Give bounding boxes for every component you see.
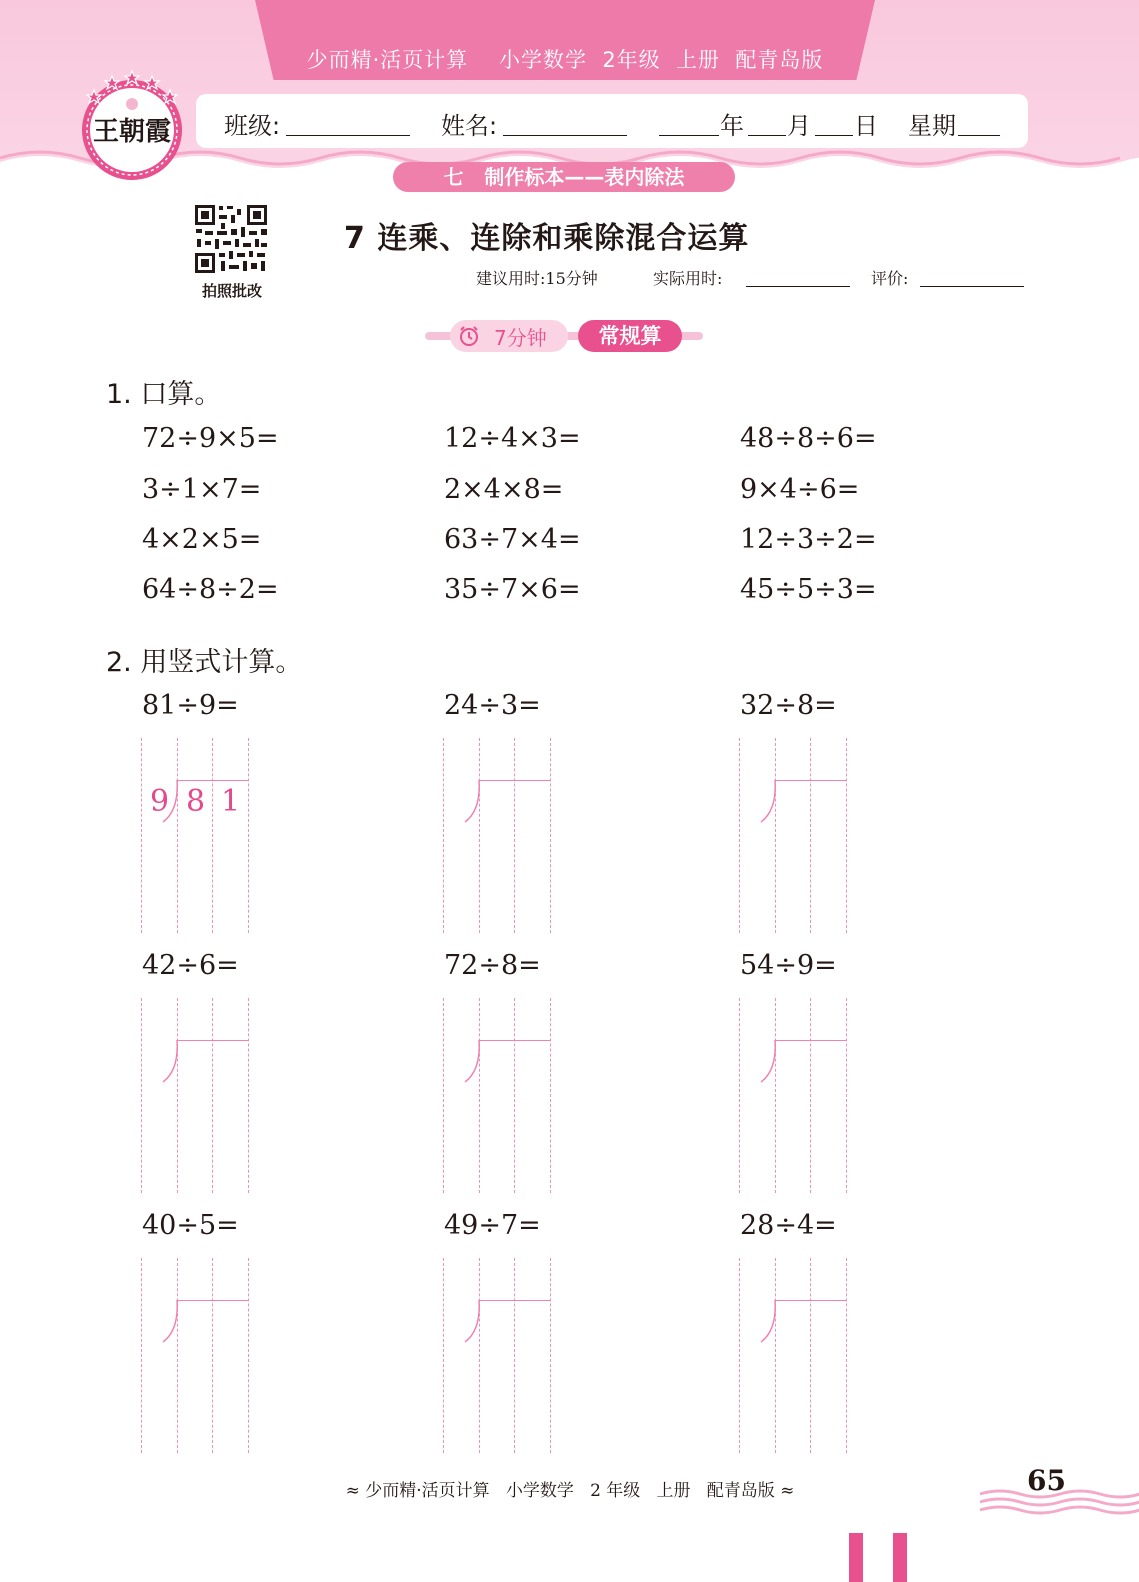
- vertical-problem: 24÷3=: [444, 690, 541, 721]
- month-field[interactable]: [748, 134, 786, 136]
- example-digit: 1: [221, 784, 241, 819]
- corner-mark: [849, 1533, 863, 1582]
- class-label: 班级:: [224, 112, 281, 140]
- rating-label: 评价:: [871, 269, 909, 288]
- corner-mark: [893, 1533, 907, 1582]
- name-label: 姓名:: [441, 112, 498, 140]
- oral-problem: 35÷7×6=: [444, 574, 581, 605]
- example-digit: 8: [186, 784, 206, 819]
- oral-problem: 63÷7×4=: [444, 524, 581, 555]
- page-number: 65: [1027, 1464, 1066, 1497]
- month-label: 月: [787, 112, 811, 140]
- oral-problem: 3÷1×7=: [142, 474, 262, 505]
- logo-text: 王朝霞: [92, 117, 172, 147]
- vertical-calc-grid[interactable]: [739, 1258, 849, 1453]
- vertical-problem: 72÷8=: [444, 950, 541, 981]
- oral-problem: 4×2×5=: [142, 524, 262, 555]
- vertical-problem: 40÷5=: [142, 1210, 239, 1241]
- class-field[interactable]: [286, 134, 410, 136]
- vertical-calc-grid[interactable]: [443, 1258, 553, 1453]
- timer-text: 7分钟: [494, 326, 547, 350]
- section2-title: 2. 用竖式计算。: [106, 647, 303, 678]
- year-field[interactable]: [659, 134, 719, 136]
- qr-code-icon[interactable]: [193, 203, 269, 275]
- vertical-calc-grid[interactable]: [443, 998, 553, 1193]
- oral-problem: 72÷9×5=: [142, 423, 279, 454]
- vertical-calc-grid[interactable]: [739, 998, 849, 1193]
- chapter-banner: 七 制作标本——表内除法: [393, 162, 735, 192]
- vertical-calc-grid[interactable]: [443, 738, 553, 933]
- oral-problem: 45÷5÷3=: [740, 574, 877, 605]
- oral-problem: 64÷8÷2=: [142, 574, 279, 605]
- lesson-title: 7 连乘、连除和乘除混合运算: [344, 221, 750, 256]
- weekday-field[interactable]: [958, 134, 1000, 136]
- vertical-problem: 54÷9=: [740, 950, 837, 981]
- section1-title: 1. 口算。: [106, 379, 222, 410]
- footer-text: ≈ 少而精·活页计算 小学数学 2 年级 上册 配青岛版 ≈: [345, 1481, 795, 1501]
- oral-problem: 12÷3÷2=: [740, 524, 877, 555]
- vertical-calc-grid[interactable]: [739, 738, 849, 933]
- vertical-problem: 42÷6=: [142, 950, 239, 981]
- actual-time-field[interactable]: [746, 286, 850, 287]
- name-field[interactable]: [503, 134, 627, 136]
- vertical-problem: 81÷9=: [142, 690, 239, 721]
- book-title: 少而精·活页计算 小学数学 2年级 上册 配青岛版: [306, 48, 824, 72]
- day-field[interactable]: [815, 134, 853, 136]
- vertical-problem: 32÷8=: [740, 690, 837, 721]
- vertical-calc-grid[interactable]: [141, 738, 251, 933]
- rating-field[interactable]: [920, 286, 1024, 287]
- vertical-problem: 49÷7=: [444, 1210, 541, 1241]
- exercise-type-badge: 常规算: [578, 320, 682, 352]
- example-digit: 9: [150, 784, 170, 819]
- student-info-box: [196, 94, 1028, 148]
- oral-problem: 2×4×8=: [444, 474, 564, 505]
- oral-problem: 12÷4×3=: [444, 423, 581, 454]
- suggested-time: 建议用时:15分钟: [476, 269, 598, 288]
- vertical-problem: 28÷4=: [740, 1210, 837, 1241]
- vertical-calc-grid[interactable]: [141, 1258, 251, 1453]
- year-label: 年: [720, 112, 744, 140]
- footer-wave-decoration: [980, 1488, 1139, 1520]
- oral-problem: 9×4÷6=: [740, 474, 860, 505]
- weekday-label: 星期: [908, 112, 956, 140]
- actual-time-label: 实际用时:: [653, 269, 723, 288]
- vertical-calc-grid[interactable]: [141, 998, 251, 1193]
- brand-logo: [76, 68, 188, 188]
- oral-problem: 48÷8÷6=: [740, 423, 877, 454]
- alarm-clock-icon: [458, 325, 480, 347]
- day-label: 日: [854, 112, 878, 140]
- qr-caption: 拍照批改: [201, 282, 262, 300]
